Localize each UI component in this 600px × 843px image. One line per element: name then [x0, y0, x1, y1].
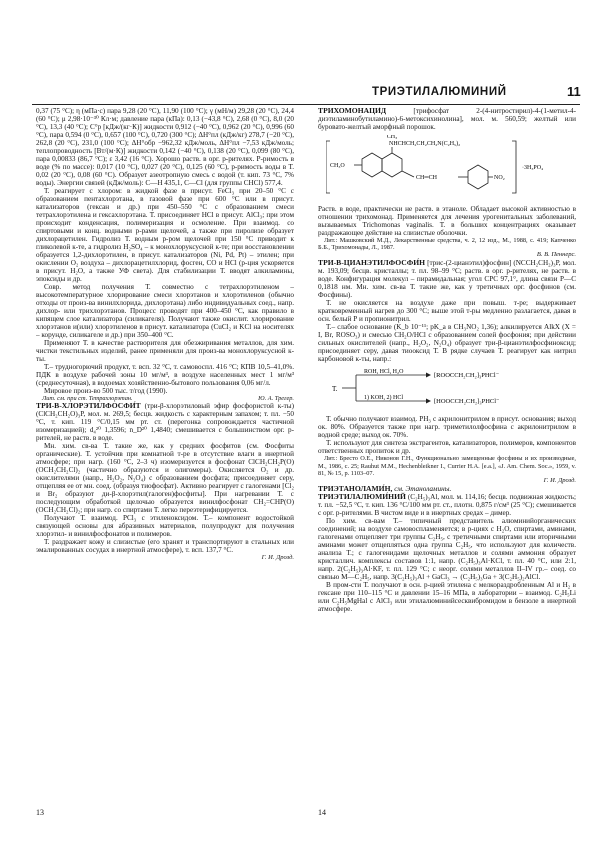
- header-page-number: 11: [567, 84, 581, 99]
- paragraph: В пром-сти Т. получают в осн. р-цией этилена с мелкораздробленным Al и H₂ в гексане при 110–115 °С и давлении 15–16 МПа, в лаборатории – взаимод. C₂H₅Li или C₂H₅MgHal с AlCl₃ или этилалюминийсесквибромидом в бензоле в инертной атмосфере.: [318, 581, 576, 614]
- literature-reference: Лит. см. при ст. Тетрахлорэтан. Ю. А. Трегер.: [42, 395, 294, 402]
- running-header: [0, 84, 600, 106]
- running-title: ТРИЭТИЛАЛЮМИНИЙ: [372, 86, 507, 98]
- entry-headword: ТРИЭТАНОЛАМИ́Н,: [318, 484, 393, 494]
- paragraph: 0,37 (75 °С); η (мПа·с) пара 9,28 (20 °С), 11,90 (100 °С); γ (мН/м) 29,28 (20 °С), 24,4 (60 °С); μ 2,98·10⁻³⁰ Кл·м; давление пара (кПа): 0,13 (−43,8 °С), 2,68 (0 °С), 8,0 (20 °С), 13,3 (40 °С); C°p [кДж/(кг·К)] жидкости 0,912 (−40 °С), 0,962 (20 °С), 0,996 (60 °С), пара 0,594 (0 °С), 0,657 (100 °С), 0,720 (300 °С); ΔH°пл (кДж/кг) 278,7 (−20 °С), 262,8 (20 °С), 231,0 (100 °С); ΔH°обр −962,32 кДж/моль, ΔH°пл −7,53 кДж/моль; теплопроводность [Вт/(м·К)] жидкости 0,142 (−40 °С), 0,138 (20 °С), 0,099 (80 °С), пара 0,00833 (86,7 °С); ε 3,42 (16 °С). Хорошо раств. в орг. р-рителях. Р-римость в воде (% по массе): 0,017 (10 °С), 0,027 (20 °С), 0,125 (60 °С), р-римость воды в Т. 0,02 (20 °С), 0,08 (60 °С). Образует азеотропную смесь с водой (т. кип. 73 °С, 7% воды). Энергии связей (кДж/моль): С—Н 435,1, С—Cl (для группы CHCl) 577,4.: [36, 107, 294, 187]
- right-column: [318, 107, 576, 797]
- methyl-label: CH₃: [386, 135, 398, 140]
- author-signature: В. В. Пеннерс.: [536, 251, 576, 259]
- scheme-product-top: [ROOCCH₂CH₂]₃PHCl⁻: [434, 372, 500, 380]
- nitrophenyl-ring: [468, 165, 488, 189]
- paragraph: Мировое произ-во 500 тыс. т/год (1990).: [44, 387, 168, 395]
- entry-headword: ТРИ-Β-ХЛОРЭТИЛФОСФИ́Т: [36, 401, 141, 411]
- entry-headword: ТРИХОМОНАЦИ́Д: [318, 107, 387, 115]
- footer-page-number-right: 14: [318, 808, 326, 817]
- salt-label: ·3H₃PO₄: [522, 165, 544, 171]
- scheme-reactant: T.: [332, 385, 338, 394]
- author-signature: Г. И. Дрозд.: [261, 554, 294, 562]
- literature-reference: Лит.: Бресто О.Е., Никонов Г.Н., Функционально замещенные фосфины и их производные, М., 1986, с. 25; Rauhut M.M., Hechenbleikner I., Currier H.A. [e.a.], «J. Am. Chem. Soc.», 1959, v. 81, № 15, p. 1103–07.: [318, 455, 576, 477]
- scheme-product-bottom: [HOOCCH₂CH₂]₃PHCl⁻: [434, 398, 500, 406]
- header-rule: [32, 104, 580, 105]
- vinyl-label: CH═CH: [416, 175, 437, 181]
- paragraph: Т.– слабое основание (K_b 10⁻¹¹; pK_a в CH₃NO₂ 1,36); алкилируется AlkX (X = I, Br, ROSO₃) и смесью CH₂O/HCl с образованием солей фосфония; при действии сильных окислителей (напр., H₂O₂, N₂O₄) образует три-β-цианэтилфосфиноксид; присоединяет серу, давая тиооксид Т. В рядке случаев Т. реагирует как нитрил карбоновой к-ты, напр.:: [318, 323, 576, 364]
- paragraph: Т. раздражает кожу и слизистые (его хранят и транспортируют в стальных или эмалированных сосудах в инертной атмосфере), т. всп. 137,7 °С.: [36, 538, 294, 555]
- entry-tri-chloroethyl-phosphite: ТРИ-Β-ХЛОРЭТИЛФОСФИ́Т (три-β-хлорэтиловый эфир фосфористой к-ты) (ClCH₂CH₂O)₃P, мол. м. 269,5; бесцв. жидкость с характерным запахом; т. пл. −50 °С, т. кип. 119 °С/0,15 мм рт. ст. (перегонка сопровождается частичной изомеризацией); d₄²⁰ 1,3596; n_D²⁰ 1,4840; смешивается с большинством орг. р-рителей, не раств. в воде.: [36, 401, 294, 443]
- nitro-label: NO₂: [494, 175, 505, 181]
- entry-tricyanoethylphosphine: ТРИ-Β-ЦИАНЭТИЛФОСФИ́Н [трис-(2-цианэтил)фосфин] (NCCH₂CH₂)₃P, мол. м. 193,09; бесцв. кристаллы; т. пл. 98–99 °С; раств. в орг. р-рителях, не раств. в воде. Конфигурация молекул – пирамидальная; угол CPC 97,1°, длина связи P—C 0,1818 нм. Мн. хим. св-ва Т. такие же, как у третичных орг. фосфинов (см. Фосфины).: [318, 258, 576, 300]
- author-signature: Г. И. Дрозд.: [543, 477, 576, 485]
- paragraph: Т. обычно получают взаимод. PH₃ с акрилонитрилом в присут. основания; выход ок. 80%. Образуется также при нагр. триметилолфосфина с акрилонитрилом в водной среде; выход ок. 70%.: [318, 415, 576, 440]
- paragraph: Совр. метод получения Т. совместно с тетрахлорэтиленом – высокотемпературное хлорирование смеси хлорэтанов и хлорэтиленов (обычно отходы от произ-ва винилхлорида, дихлорэтана) либо индивидуальных соед., напр. дихлор- или трихлорэтанов. Процесс проводят при 400–450 °С, как правило в кипящем слое катализатора (силикагеля). Получают также окислит. хлорирование хлорэтанов и(или) хлорэтиленов в присут. катализатора (CuCl₂ и KCl на носителях – корунде, силикагеле и др.) при 350–400 °С.: [36, 283, 294, 339]
- footer-page-number-left: 13: [36, 808, 44, 817]
- entry-headword: ТРИЭТИЛАЛЮМИ́НИЙ: [318, 492, 406, 502]
- paragraph: Т.– трудногорючий продукт, т. всп. 32 °С, т. самовоспл. 416 °С; КПВ 10,5–41,0%. ПДК в воздухе рабочей зоны 10 мг/м³, в воздухе населенных мест 1 мг/м³ (среднесуточная), в водоемах хозяйственно-бытового пользования 0,06 мг/л.: [36, 363, 294, 387]
- literature-reference: Лит.: Машковский М.Д., Лекарственные средства, ч. 2, 12 изд., М., 1988, с. 419; Капченко Б.Б., Трихомонады, Л., 1987.: [318, 237, 576, 252]
- side-chain-label: NHCHCH₂CH₂CH₂N(C₂H₅)₂: [389, 141, 461, 147]
- scheme-reagent-bottom: 1) KOH, 2) HCl: [364, 395, 403, 402]
- bracket-right: [512, 141, 516, 193]
- entry-triethanolamine: ТРИЭТАНОЛАМИ́Н, см. Этаноламины.: [318, 484, 452, 494]
- reaction-scheme: [326, 367, 566, 409]
- entry-triethylaluminium: ТРИЭТИЛАЛЮМИ́НИЙ (C₂H₅)₃Al, мол. м. 114,16; бесцв. подвижная жидкость; т. пл. −52,5 °С, т. кип. 136 °С/100 мм рт. ст., плотн. 0,875 г/см³ (25 °С); смешивается с орг. р-рителями. В чистом виде и в инертных средах – димер.: [318, 492, 576, 518]
- paragraph: Т. используют для синтеза экстрагентов, катализаторов, полимеров, компонентов ответственных пропиток и др.: [318, 439, 576, 456]
- paragraph: Получают Т. взаимод. PCl₃ с этиленоксидом. Т.– компонент водостойкой связующей основы для абразивных материалов, полупродукт для получения хлорэтил- и винилфосфонатов и полимеров.: [36, 514, 294, 539]
- author-signature: Ю. А. Трегер.: [258, 395, 294, 402]
- entry-headword: ТРИ-Β-ЦИАНЭТИЛФОСФИ́Н: [318, 258, 426, 268]
- paragraph: Раств. в воде, практически не раств. в этаноле. Обладает высокой активностью в отношении трихомонад. Применяется для лечения урогенитальных заболеваний, вызываемых Trichomonas vaginalis. Т. в больших концентрациях оказывает раздражающее действие на слизистые оболочки.: [318, 205, 576, 237]
- paragraph: Применяют Т. в качестве растворителя для обезжиривания металлов, для хим. чистки текстильных изделий, ранее применяли для произ-ва монохлоруксусной к-ты.: [36, 339, 294, 363]
- benzene-ring: [362, 153, 382, 177]
- methoxy-label: CH₃O: [330, 163, 345, 169]
- left-column: [36, 107, 294, 797]
- entry-trichomonacid: ТРИХОМОНАЦИ́Д [трифосфат 2-(4-нитростирил)-4-(1-метил-4-диэтиламинобутиламино)-6-метоксихинолина], мол. м. 560,59; желтый или буровато-желтый аморфный порошок.: [318, 107, 576, 131]
- structural-formula: [326, 135, 566, 199]
- paragraph: Мн. хим. св-ва Т. такие же, как у средних фосфитов (см. Фосфиты органические). Т. устойчив при комнатной т-ре в отсутствие влаги в инертной атмосфере; при нагр. (160 °С, 2–3 ч) изомеризуется в фосфонат ClCH₂CH₂P(O)(OCH₂CH₂Cl)₂ (частично образуются и олигомеры). Окисляется O₂ и др. окислителями (напр., H₂O₂, N₂O₄) с образованием фосфата; присоединяет серу, отщепляя ее от мн. соед. (образуя тиофосфат). Активно реагирует с галогенами [Cl₂ и Br₂ образуют ди-β-хлорэтил(галоген)фосфиты]. При нагревании Т. с последующим обработкой щелочью образуется винилфосфонат CH₂=CHP(O)(OCH₂CH₂Cl)₂; при нагр. со спиртами Т. легко переэтерифицируется.: [36, 442, 294, 515]
- paragraph: По хим. св-вам Т.– типичный представитель алюминийорганических соединений; на воздухе самовоспламеняется; в р-циях с H₂O, спиртами, аминами, галогенами отщепляет три группы C₂H₅, с третичными спиртами или вторичными аминами может отщепляться одна группа C₂H₅, что используют для количеств. анализа Т.; с галогенидами щелочных металлов и солями аммония образует кристаллич. комплексы составов 1:1, напр. (C₂H₅)₃Al·KCl, т. пл. 40 °С, или 2:1, напр. 2(C₂H₅)₃Al·KF, т. пл. 129 °С; с неорг. солями металлов II–IV гр.– соед. со связью M—C₂H₅, напр. 3(C₂H₅)₃Al + GaCl₃ → (C₂H₅)₃Ga + 3(C₂H₅)₂AlCl.: [318, 517, 576, 582]
- pyridine-ring: [382, 153, 402, 177]
- scheme-reagent-top: ROH, HCl, H₂O: [364, 369, 404, 376]
- paragraph: Т. не окисляется на воздухе даже при повыш. т-ре; выдерживает кратковременный нагрев до 300 °С; выше этой т-ры медленно разлагается, давая в осн. белый Р и пропионитрил.: [318, 299, 576, 324]
- paragraph: Т. реагирует с хлором: в жидкой фазе в присут. FeCl₃ при 20–50 °С с образованием пентахлорэтана, в газовой фазе при 600 °С или в присут. катализаторов (гексан и др.) при 450–550 °С с образованием смеси тетрахлорэтилена и гексахлорэтана. Т. присоединяет HCl в присут. AlCl₃; при этом происходит конденсация, полимеризация и осмоление. При взаимод. со спиртовыми и конц. водными р-рами щелочей, а также при пиролизе образует дихлорацетилен. Гидролиз Т. водным р-ром щелочей при 150 °С приводит к гликолевой к-те, а гидролиз H₂SO₄ – к монохлоруксусной к-те; при восстановлении образуется 1,2-дихлорэтилен, в присут. катализаторов (Ni, Pd, Pt) – этилен; при окислении O₂ воздуха – дихлорацетилхлорид, фосген, CO и HCl (р-ция ускоряется в присут. H₂O, а также УФ света). Для стабилизации Т. вводят алкиламины, эпоксиды и др.: [36, 187, 294, 283]
